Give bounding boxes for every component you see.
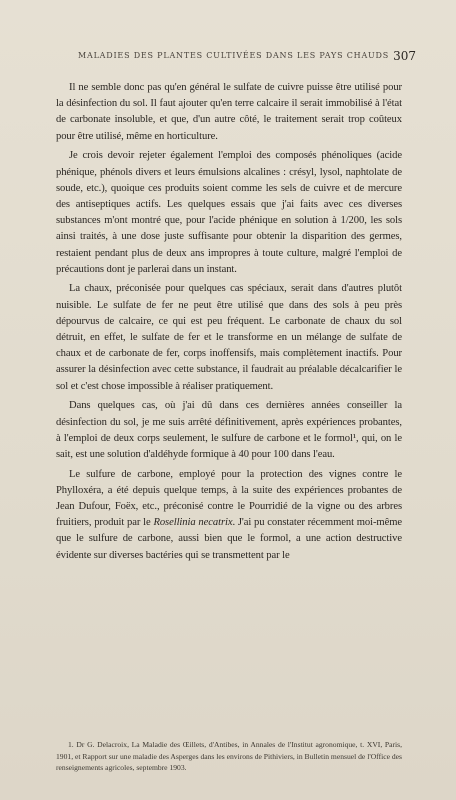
paragraph-carbon-sulfide [56,467,402,564]
paragraph-text: . J'ai pu constater récemment moi-même que le sulfure de carbone, aussi bien que le formol, a une action destructive évidente sur diverses bactéries qui se transmettent par le [56,517,402,561]
page-number: 307 [393,49,416,63]
running-title: MALADIES DES PLANTES CULTIVÉES DANS LES PAYS CHAUDS [78,51,390,60]
paragraph-disinfection-choice: Dans quelques cas, où j'ai dû dans ces dernières années conseiller la désinfection du sol, je me suis arrêté définitivement, après expériences probantes, à l'emploi de deux corps seulement, le sulfure de carbone et le formol¹, qui, on le sait, est une solution d'aldéhyde formique à 40 pour 100 dans l'eau. [56,400,402,460]
paragraph-lime-iron-sulfate: La chaux, préconisée pour quelques cas spéciaux, serait dans d'autres plutôt nuisible. Le sulfate de fer ne peut être utilisé que dans des sols à peu près dépourvus de calcaire, ce qui est peu fréquent. Le carbonate de chaux du sol détruit, en effet, le sulfate de fer et le transforme en un mélange de sulfate de chaux et de carbonate de fer, corps inoffensifs, mais complètement inactifs. Pour assurer la désinfection avec cette substance, il faudrait au préalable décalcarifier le sol et c'est chose impossible à réaliser pratiquement. [56,283,402,392]
paragraph-text: Le sulfure de carbone, employé pour la protection des vignes contre le Phylloxéra, a été depuis quelque temps, à la suite des expériences probantes de Jean Dufour, Foëx, etc., préconisé contre le Pourridié de la vigne ou des arbres fruitiers, produit par le [56,468,402,529]
species-name: Rosellinia necatrix [153,517,233,529]
body-text [56,80,402,567]
running-head [56,50,416,64]
footnote: 1. Dr G. Delacroix, La Maladie des Œillets, d'Antibes, in Annales de l'Institut agronomique, t. XVI, Paris, 1901, et Rapport sur une maladie des Asperges dans les environs de Pithiviers, in Bulletin mensuel de l'Office des renseignements agricoles, septembre 1903. [56,740,402,772]
paragraph-phenolic-compounds: Je crois devoir rejeter également l'emploi des composés phénoliques (acide phénique, phénols divers et leurs émulsions alcalines : crésyl, lysol, naphtolate de soude, etc.), quoique ces produits soient comme les sels de cuivre et de mercure des antiseptiques actifs. Les quelques essais que j'ai faits avec ces diverses substances m'ont montré que, pour l'acide phénique en solution à 1/200, les sols ainsi traités, à une dose juste suffisante pour obtenir la disparition des germes, restaient pendant plus de deux ans impropres à toute culture, malgré l'emploi de précautions dont je parlerai dans un instant. [56,150,402,275]
paragraph-copper-sulfate: Il ne semble donc pas qu'en général le sulfate de cuivre puisse être utilisé pour la désinfection du sol. Il faut ajouter qu'en terre calcaire il serait immobilisé à l'état de carbonate insoluble, et que, d'un autre côté, le traitement serait trop coûteux pour être utilisé, même en horticulture. [56,82,402,142]
